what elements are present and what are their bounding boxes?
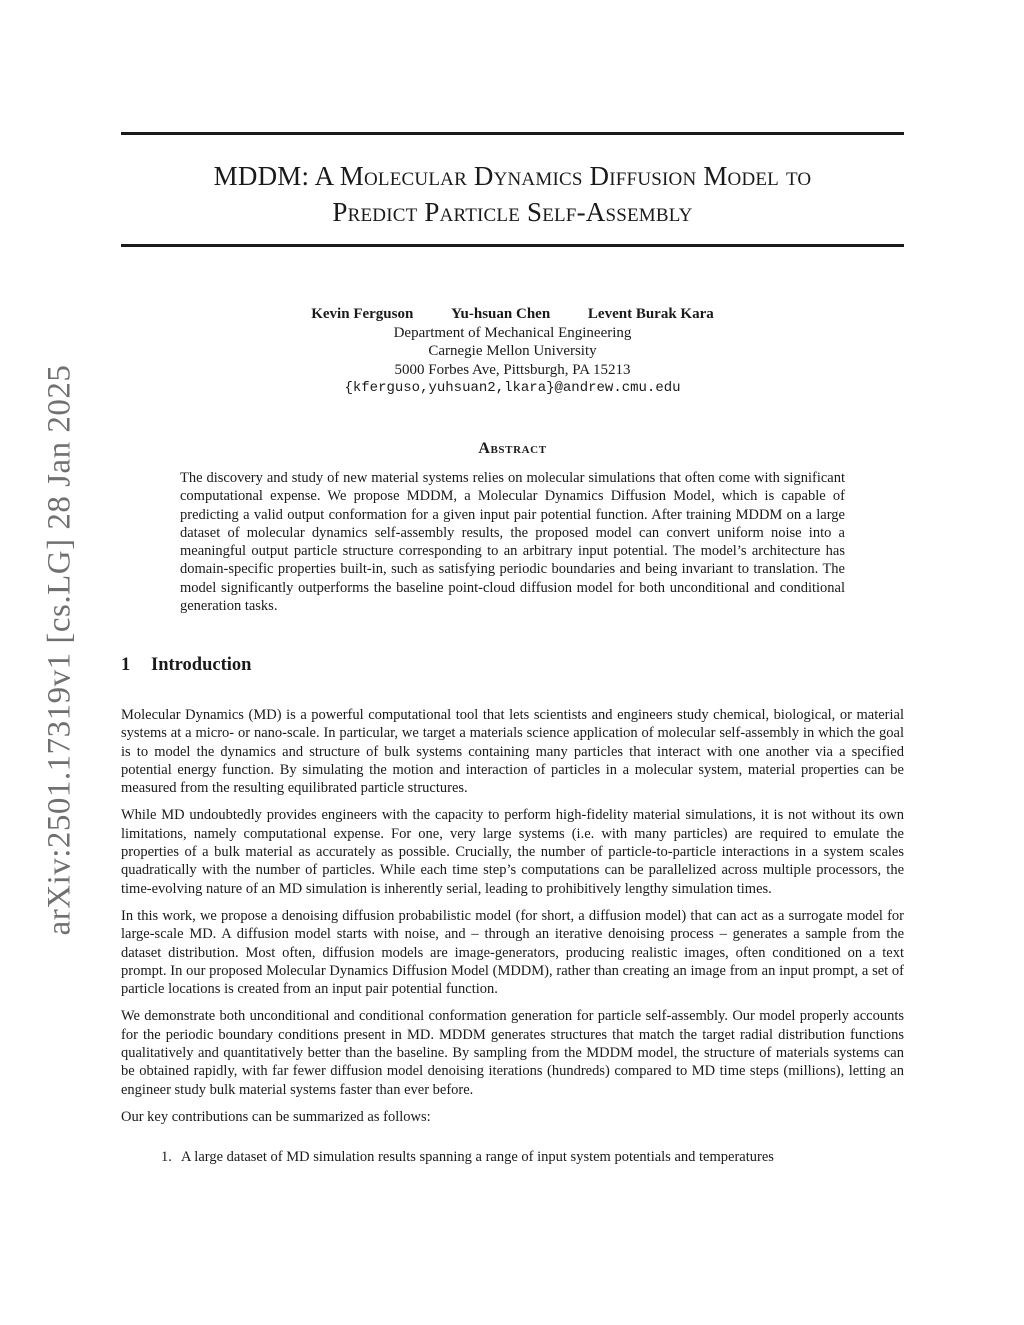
section-heading-introduction	[121, 655, 251, 676]
title-line-1: MDDM: A Molecular Dynamics Diffusion Model to	[213, 161, 812, 191]
introduction-body	[121, 706, 904, 1167]
list-marker: 1.	[161, 1149, 172, 1166]
paragraph: While MD undoubtedly provides engineers with the capacity to perform high-fidelity material simulations, it is not without its own limitations, namely computational expense. For one, very large systems (i.e. with many particles) are required to emulate the properties of a bulk material as accurately as possible. Crucially, the number of particle-to-particle interactions in a system scales quadratically with the number of particles. While each time step’s computations can be parallelized across multiple processors, the time-evolving nature of an MD simulation is inherently serial, leading to prohibitively lengthy simulation times.	[121, 807, 904, 897]
abstract-text: The discovery and study of new material systems relies on molecular simulations that often come with significant computational expense. We propose MDDM, a Molecular Dynamics Diffusion Model, which is capable of predicting a valid output conformation for a given input pair potential function. After training MDDM on a large dataset of molecular dynamics self-assembly results, the proposed model can convert uniform noise into a meaningful output particle structure corresponding to an arbitrary input potential. The model’s architecture has domain-specific properties built-in, such as satisfying periodic boundaries and being invariant to translation. The model significantly outperforms the baseline point-cloud diffusion model for both unconditional and conditional generation tasks.	[180, 470, 845, 615]
author-name: Kevin Ferguson	[311, 306, 414, 322]
paragraph: Our key contributions can be summarized as follows:	[121, 1108, 431, 1125]
title-bottom-rule	[121, 244, 904, 247]
abstract-heading: Abstract	[478, 440, 547, 457]
title-top-rule	[121, 132, 904, 135]
author-department: Department of Mechanical Engineering	[393, 324, 632, 341]
author-address: 5000 Forbes Ave, Pittsburgh, PA 15213	[394, 361, 631, 378]
section-number: 1	[121, 655, 131, 675]
author-block	[121, 305, 904, 398]
paragraph: Molecular Dynamics (MD) is a powerful computational tool that lets scientists and engineers study chemical, biological, or material systems at a micro- or nano-scale. In particular, we target a materials science application of molecular self-assembly in which the goal is to model the dynamics and structure of bulk systems containing many particles that interact with one another via a specified potential energy function. By simulating the motion and interaction of particles in a molecular system, material properties can be measured from the resulting equilibrated particle structures.	[121, 707, 904, 797]
paragraph: In this work, we propose a denoising diffusion probabilistic model (for short, a diffusion model) that can act as a surrogate model for large-scale MD. A diffusion model starts with noise, and – through an iterative denoising process – generates a sample from the dataset distribution. Most often, diffusion models are image-generators, producing realistic images, often conditioned on a text prompt. In our proposed Molecular Dynamics Diffusion Model (MDDM), rather than creating an image from an input prompt, a set of particle locations is created from an input pair potential function.	[121, 907, 904, 998]
arxiv-stamp: arXiv:2501.17319v1 [cs.LG] 28 Jan 2025	[41, 364, 78, 936]
author-names	[121, 305, 904, 324]
author-email: {kferguso,yuhsuan2,lkara}@andrew.cmu.edu	[344, 380, 681, 396]
paper-title	[121, 158, 904, 230]
author-name: Levent Burak Kara	[587, 306, 714, 322]
author-university: Carnegie Mellon University	[428, 343, 597, 359]
title-line-2: Predict Particle Self-Assembly	[332, 197, 693, 227]
author-name: Yu-hsuan Chen	[451, 306, 551, 322]
list-item	[161, 1148, 904, 1166]
contributions-list	[121, 1148, 904, 1166]
list-item-text: A large dataset of MD simulation results spanning a range of input system potentials and temperatures	[181, 1149, 774, 1166]
section-title: Introduction	[151, 655, 252, 675]
paragraph: We demonstrate both unconditional and conditional conformation generation for particle self-assembly. Our model properly accounts for the periodic boundary conditions present in MD. MDDM generates structures that match the target radial distribution functions qualitatively and quantitatively better than the baseline. By sampling from the MDDM model, the structure of materials systems can be obtained rapidly, with far fewer diffusion model denoising iterations (hundreds) compared to MD time steps (millions), letting an engineer study bulk material systems faster than ever before.	[121, 1008, 904, 1098]
